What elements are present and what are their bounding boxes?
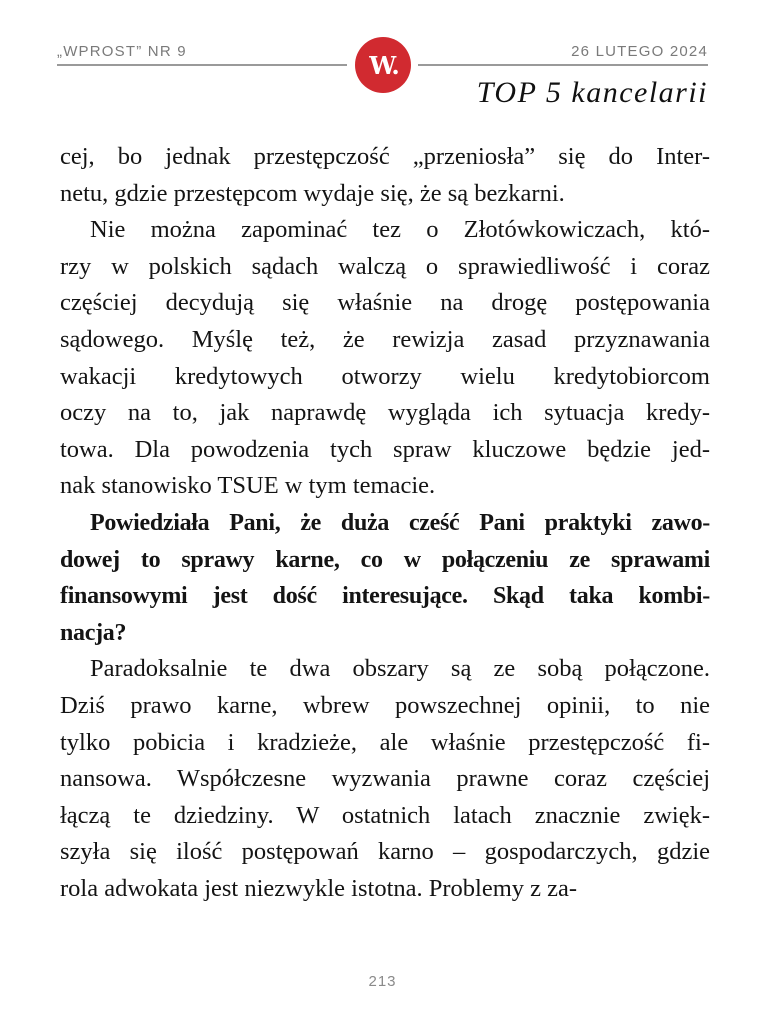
article-paragraph [60,212,710,505]
text-line: rzy w polskich sądach walczą o sprawiedliwość i coraz [60,252,710,280]
article-body [60,139,710,907]
text-line: rola adwokata jest niezwykle istotna. Problemy z za- [60,874,578,902]
text-line: częściej decydują się właśnie na drogę postępowania [60,289,710,317]
wprost-logo-text: W. [369,50,399,80]
interview-question [60,505,710,651]
text-line: Paradoksalnie te dwa obszary są ze sobą połączone. [90,655,710,683]
text-line: Dziś prawo karne, wbrew powszechnej opinii, to nie [60,691,710,719]
text-line: cej, bo jednak przestępczość „przeniosła” się do Inter- [60,143,710,170]
text-line: szyła się ilość postępowań karno – gospodarczych, gdzie [60,838,710,866]
text-line: dowej to sprawy karne, co w połączeniu ze sprawami [60,546,710,573]
text-line: sądowego. Myślę też, że rewizja zasad przyznawania [60,325,710,353]
text-line: Powiedziała Pani, że duża cześć Pani praktyki zawo- [90,509,710,536]
header-rule-right [418,64,708,66]
text-line: Nie można zapominać tez o Złotówkowiczach, któ- [90,216,710,244]
text-line: nacja? [60,619,127,646]
article-paragraph [60,139,710,212]
text-line: tylko pobicia i kradzieże, ale właśnie przestępczość fi- [60,728,710,756]
text-line: netu, gdzie przestępcom wydaje się, że są bezkarni. [60,179,565,207]
page-number: 213 [368,973,397,990]
section-title: TOP 5 kancelarii [476,76,708,109]
text-line: oczy na to, jak naprawdę wygląda ich sytuacja kredy- [60,399,710,427]
header-publication: „WPROST” NR 9 [57,43,187,60]
text-line: nansowa. Współczesne wyzwania prawne coraz częściej [60,765,710,793]
text-line: łączą te dziedziny. W ostatnich latach znacznie zwięk- [60,801,710,829]
wprost-logo [355,37,411,93]
text-line: wakacji kredytowych otworzy wielu kredytobiorcom [60,362,710,390]
header-date: 26 LUTEGO 2024 [571,43,708,60]
header-rule-left [57,64,347,66]
article-paragraph [60,651,710,907]
text-line: towa. Dla powodzenia tych spraw kluczowe będzie jed- [60,435,710,463]
text-line: nak stanowisko TSUE w tym temacie. [60,472,436,500]
text-line: finansowymi jest dość interesujące. Skąd taka kombi- [60,583,710,610]
